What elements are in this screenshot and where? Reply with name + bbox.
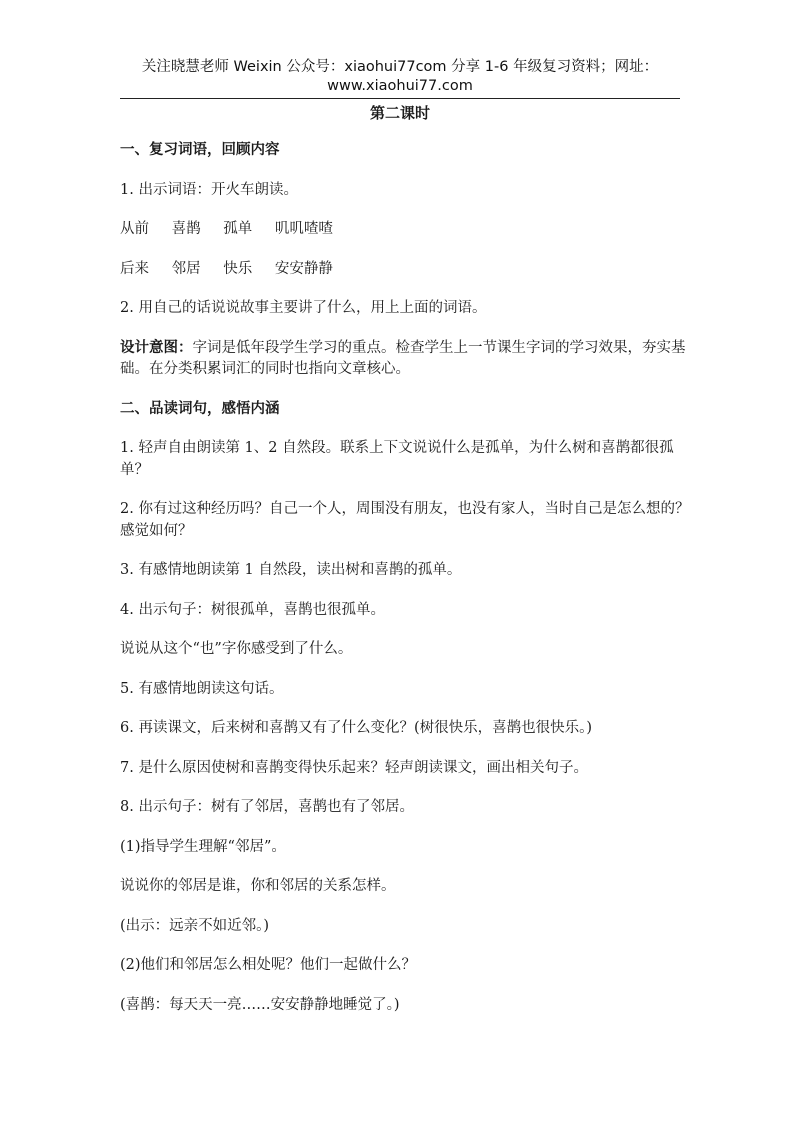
word: 后来 (120, 260, 149, 277)
section-2-item: (出示：远亲不如近邻。) (120, 917, 270, 934)
section-2-item: 说说从这个“也”字你感受到了什么。 (120, 641, 353, 657)
lesson-title: 第二课时 (369, 104, 430, 122)
section-1-heading: 一、复习词语，回顾内容 (120, 142, 280, 158)
section-1-item-1: 1. 出示词语：开火车朗读。 (120, 181, 298, 198)
section-2-item: (2)他们和邻居怎么相处呢？他们一起做什么？ (120, 957, 417, 973)
design-intent-label: 设计意图： (120, 339, 193, 356)
section-2-item: 6. 再读课文，后来树和喜鹊又有了什么变化？(树很快乐，喜鹊也很快乐。) (120, 720, 593, 736)
section-2-item: (1)指导学生理解“邻居”。 (120, 838, 286, 855)
word: 快乐 (223, 260, 253, 277)
header-line-2: www.xiaohui77.com (327, 78, 473, 94)
word: 孤单 (223, 221, 253, 237)
design-intent-text: 字词是低年段学生学习的重点。检查学生上一节课生字词的学习效果，夯实基础。在分类积累词汇的同时也指向文章核心。 (120, 339, 686, 377)
section-2-item: 说说你的邻居是谁，你和邻居的关系怎样。 (120, 878, 396, 894)
document-body (120, 140, 690, 1034)
section-2-heading: 二、品读词句，感悟内涵 (120, 400, 280, 417)
section-1-item-2: 2. 用自己的话说说故事主要讲了什么，用上上面的词语。 (120, 300, 487, 316)
page-header (120, 58, 680, 96)
word: 从前 (120, 221, 149, 237)
section-2-item: 2. 你有过这种经历吗？自己一个人，周围没有朋友，也没有家人，当时自己是怎么想的？感觉如何？ (120, 501, 690, 539)
design-intent (120, 338, 690, 381)
word: 邻居 (171, 260, 201, 277)
word-row-1 (120, 219, 690, 241)
section-2-item: 5. 有感情地朗读这句话。 (120, 680, 284, 697)
header-line-1: 关注晓慧老师 Weixin 公众号：xiaohui77com 分享 1-6 年级复习资料；网址： (141, 59, 659, 75)
word: 喜鹊 (171, 221, 201, 237)
section-2-item: (喜鹊：每天天一亮……安安静静地睡觉了。) (120, 996, 400, 1013)
section-2-item: 7. 是什么原因使树和喜鹊变得快乐起来？轻声朗读课文，画出相关句子。 (120, 759, 588, 776)
section-2-item: 1. 轻声自由朗读第 1、2 自然段。联系上下文说说什么是孤单，为什么树和喜鹊都很孤单？ (120, 440, 674, 478)
word: 安安静静 (274, 260, 333, 277)
section-2-item: 8. 出示句子：树有了邻居，喜鹊也有了邻居。 (120, 799, 414, 815)
section-2-item: 3. 有感情地朗读第 1 自然段，读出树和喜鹊的孤单。 (120, 562, 462, 578)
word-row-2 (120, 259, 690, 281)
word: 叽叽喳喳 (274, 221, 333, 237)
header-divider (120, 98, 680, 99)
section-2-item: 4. 出示句子：树很孤单，喜鹊也很孤单。 (120, 601, 385, 618)
